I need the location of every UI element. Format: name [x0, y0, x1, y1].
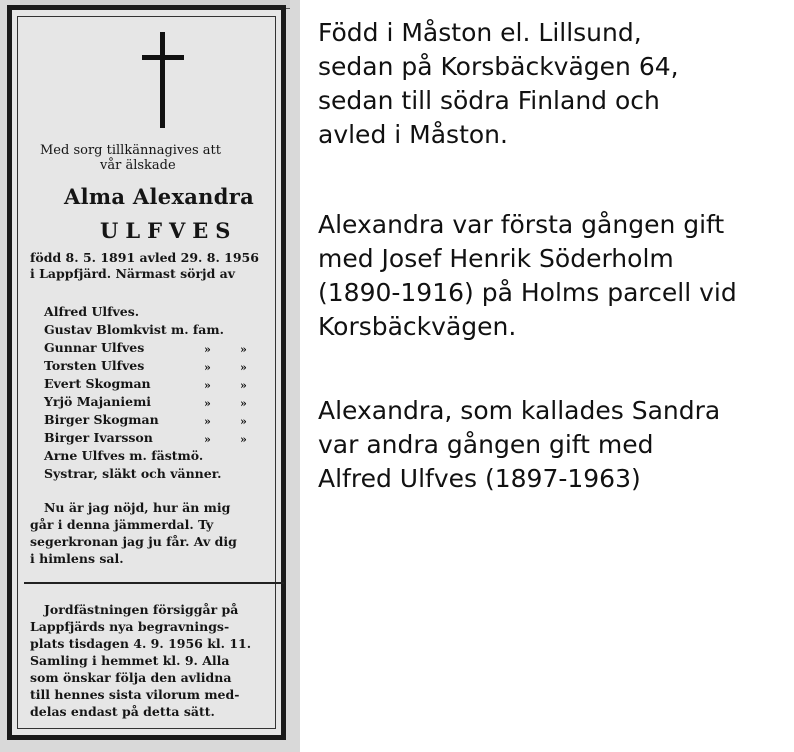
- ditto-mark: »: [240, 415, 247, 428]
- ditto-mark: »: [240, 397, 247, 410]
- note-line: Alexandra var första gången gift: [318, 210, 725, 239]
- mourner-name: Gunnar Ulfves: [44, 340, 145, 355]
- note-birthplace: [318, 16, 679, 152]
- mourner-name: Arne Ulfves m. fästmö.: [44, 448, 204, 463]
- dates-line-1: född 8. 5. 1891 avled 29. 8. 1956: [30, 250, 259, 265]
- note-line: Korsbäckvägen.: [318, 312, 517, 341]
- note-line: med Josef Henrik Söderholm: [318, 244, 674, 273]
- mourner-name: Alfred Ulfves.: [44, 304, 140, 319]
- section-divider: [24, 582, 284, 584]
- note-line: avled i Måston.: [318, 120, 508, 149]
- funeral-line-7: delas endast på detta sätt.: [30, 704, 215, 719]
- verse-line-3: segerkronan jag ju får. Av dig: [30, 534, 237, 549]
- intro-line-2: vår älskade: [100, 158, 176, 173]
- ditto-mark: »: [204, 415, 211, 428]
- mourner-name: Birger Ivarsson: [44, 430, 153, 445]
- note-first-marriage: [318, 208, 737, 344]
- note-line: Alfred Ulfves (1897-1963): [318, 464, 641, 493]
- cross-icon-vertical: [160, 32, 165, 128]
- deceased-surname: ULFVES: [100, 218, 238, 243]
- note-line: Född i Måston el. Lillsund,: [318, 18, 642, 47]
- note-line: Alexandra, som kallades Sandra: [318, 396, 721, 425]
- mourner-name: Evert Skogman: [44, 376, 151, 391]
- ditto-mark: »: [240, 379, 247, 392]
- ditto-mark: »: [240, 361, 247, 374]
- ditto-mark: »: [204, 433, 211, 446]
- ditto-mark: »: [240, 433, 247, 446]
- funeral-line-5: som önskar följa den avlidna: [30, 670, 232, 685]
- ditto-mark: »: [204, 379, 211, 392]
- funeral-line-1: Jordfästningen försiggår på: [44, 602, 239, 617]
- ditto-mark: »: [204, 397, 211, 410]
- note-second-marriage: [318, 394, 720, 496]
- funeral-line-3: plats tisdagen 4. 9. 1956 kl. 11.: [30, 636, 252, 651]
- verse-line-1: Nu är jag nöjd, hur än mig: [44, 500, 231, 515]
- dates-line-2: i Lappfjärd. Närmast sörjd av: [30, 266, 236, 281]
- ditto-mark: »: [204, 343, 211, 356]
- ditto-mark: »: [240, 343, 247, 356]
- obituary-frame: [7, 5, 286, 740]
- cross-icon-horizontal: [142, 55, 184, 60]
- verse-line-4: i himlens sal.: [30, 551, 124, 566]
- funeral-line-2: Lappfjärds nya begravnings-: [30, 619, 230, 634]
- mourner-name: Systrar, släkt och vänner.: [44, 466, 222, 481]
- intro-line-1: Med sorg tillkännagives att: [40, 143, 221, 158]
- cross-icon: [12, 10, 13, 11]
- mourner-name: Yrjö Majaniemi: [44, 394, 152, 409]
- note-line: sedan på Korsbäckvägen 64,: [318, 52, 679, 81]
- funeral-line-6: till hennes sista vilorum med-: [30, 687, 240, 702]
- mourner-name: Birger Skogman: [44, 412, 159, 427]
- ditto-mark: »: [204, 361, 211, 374]
- mourner-name: Gustav Blomkvist m. fam.: [44, 322, 224, 337]
- verse-line-2: går i denna jämmerdal. Ty: [30, 517, 214, 532]
- deceased-first-names: Alma Alexandra: [64, 184, 254, 209]
- funeral-line-4: Samling i hemmet kl. 9. Alla: [30, 653, 230, 668]
- mourner-name: Torsten Ulfves: [44, 358, 145, 373]
- note-line: (1890-1916) på Holms parcell vid: [318, 278, 737, 307]
- note-line: var andra gången gift med: [318, 430, 654, 459]
- note-line: sedan till södra Finland och: [318, 86, 660, 115]
- obituary-clipping: [0, 0, 300, 752]
